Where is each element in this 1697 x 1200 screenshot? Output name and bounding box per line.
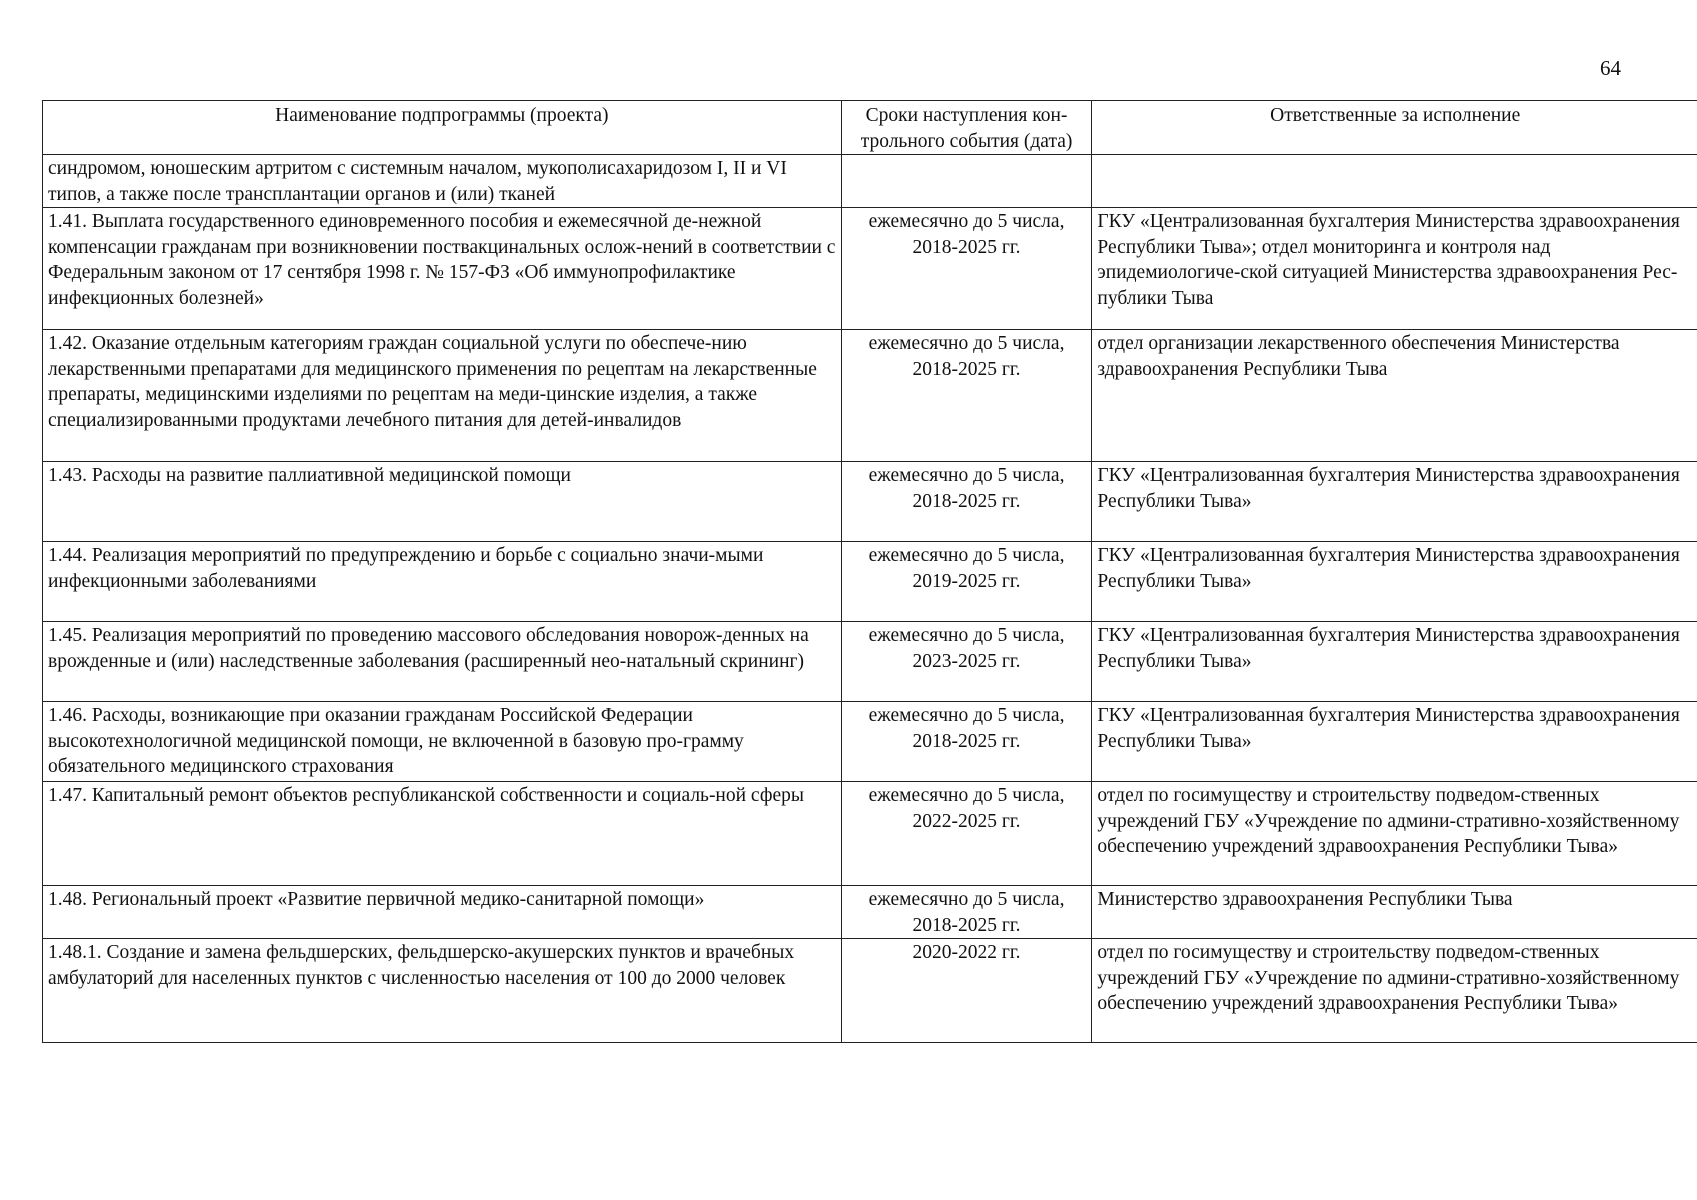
row-date: ежемесячно до 5 числа, 2022-2025 гг. xyxy=(841,782,1092,886)
row-name: 1.41. Выплата государственного единовременного пособия и ежемесячной де-нежной компенсации гражданам при возникновении поствакцинальных ослож-нений в соответствии с Федеральным законом от 17 сентября 1998 г. № 157-ФЗ «Об иммунопрофилактике инфекционных болезней» xyxy=(43,208,842,330)
table-row xyxy=(43,462,1697,542)
page-number: 64 xyxy=(1600,56,1621,80)
row-date xyxy=(841,155,1092,208)
row-name: 1.45. Реализация мероприятий по проведению массового обследования новорож-денных на врожденные и (или) наследственные заболевания (расширенный нео-натальный скрининг) xyxy=(43,622,842,702)
row-responsible: ГКУ «Централизованная бухгалтерия Министерства здравоохранения Республики Тыва» xyxy=(1092,542,1697,622)
row-date: ежемесячно до 5 числа, 2023-2025 гг. xyxy=(841,622,1092,702)
row-name: 1.46. Расходы, возникающие при оказании гражданам Российской Федерации высокотехнологичной медицинской помощи, не включенной в базовую про-грамму обязательного медицинского страхования xyxy=(43,702,842,782)
row-responsible xyxy=(1092,155,1697,208)
row-responsible: отдел по госимуществу и строительству подведом-ственных учреждений ГБУ «Учреждение по админи-стративно-хозяйственному обеспечению учреждений здравоохранения Республики Тыва» xyxy=(1092,782,1697,886)
row-name: синдромом, юношеским артритом с системным началом, мукополисахаридозом I, II и VI типов, а также после трансплантации органов и (или) тканей xyxy=(43,155,842,208)
table-row xyxy=(43,702,1697,782)
header-responsible: Ответственные за исполнение xyxy=(1092,101,1697,155)
table-row xyxy=(43,886,1697,939)
row-name: 1.42. Оказание отдельным категориям граждан социальной услуги по обеспече-нию лекарственными препаратами для медицинского применения по рецептам на лекарственные препараты, медицинскими изделиями по рецептам на меди-цинские изделия, а также специализированными продуктами лечебного питания для детей-инвалидов xyxy=(43,330,842,462)
program-table xyxy=(42,100,1697,1043)
row-date: ежемесячно до 5 числа, 2018-2025 гг. xyxy=(841,462,1092,542)
table-row xyxy=(43,939,1697,1043)
table-row xyxy=(43,208,1697,330)
row-responsible: Министерство здравоохранения Республики Тыва xyxy=(1092,886,1697,939)
row-responsible: ГКУ «Централизованная бухгалтерия Министерства здравоохранения Республики Тыва»; отдел мониторинга и контроля над эпидемиологиче-ской ситуацией Министерства здравоохранения Рес-публики Тыва xyxy=(1092,208,1697,330)
table-row xyxy=(43,330,1697,462)
row-date: ежемесячно до 5 числа, 2018-2025 гг. xyxy=(841,330,1092,462)
row-date: ежемесячно до 5 числа, 2018-2025 гг. xyxy=(841,208,1092,330)
table-row xyxy=(43,622,1697,702)
row-name: 1.43. Расходы на развитие паллиативной медицинской помощи xyxy=(43,462,842,542)
row-responsible: отдел по госимуществу и строительству подведом-ственных учреждений ГБУ «Учреждение по админи-стративно-хозяйственному обеспечению учреждений здравоохранения Республики Тыва» xyxy=(1092,939,1697,1043)
header-date: Сроки наступления кон-трольного события (дата) xyxy=(841,101,1092,155)
row-date: 2020-2022 гг. xyxy=(841,939,1092,1043)
row-date: ежемесячно до 5 числа, 2019-2025 гг. xyxy=(841,542,1092,622)
table-row xyxy=(43,155,1697,208)
row-name: 1.48. Региональный проект «Развитие первичной медико-санитарной помощи» xyxy=(43,886,842,939)
row-responsible: ГКУ «Централизованная бухгалтерия Министерства здравоохранения Республики Тыва» xyxy=(1092,702,1697,782)
row-date: ежемесячно до 5 числа, 2018-2025 гг. xyxy=(841,886,1092,939)
table-row xyxy=(43,542,1697,622)
table-row xyxy=(43,782,1697,886)
row-name: 1.48.1. Создание и замена фельдшерских, фельдшерско-акушерских пунктов и врачебных амбулаторий для населенных пунктов с численностью населения от 100 до 2000 человек xyxy=(43,939,842,1043)
row-responsible: ГКУ «Централизованная бухгалтерия Министерства здравоохранения Республики Тыва» xyxy=(1092,462,1697,542)
row-date: ежемесячно до 5 числа, 2018-2025 гг. xyxy=(841,702,1092,782)
row-responsible: отдел организации лекарственного обеспечения Министерства здравоохранения Республики Тыва xyxy=(1092,330,1697,462)
row-responsible: ГКУ «Централизованная бухгалтерия Министерства здравоохранения Республики Тыва» xyxy=(1092,622,1697,702)
row-name: 1.47. Капитальный ремонт объектов республиканской собственности и социаль-ной сферы xyxy=(43,782,842,886)
header-name: Наименование подпрограммы (проекта) xyxy=(43,101,842,155)
row-name: 1.44. Реализация мероприятий по предупреждению и борьбе с социально значи-мыми инфекционными заболеваниями xyxy=(43,542,842,622)
table-header-row xyxy=(43,101,1697,155)
